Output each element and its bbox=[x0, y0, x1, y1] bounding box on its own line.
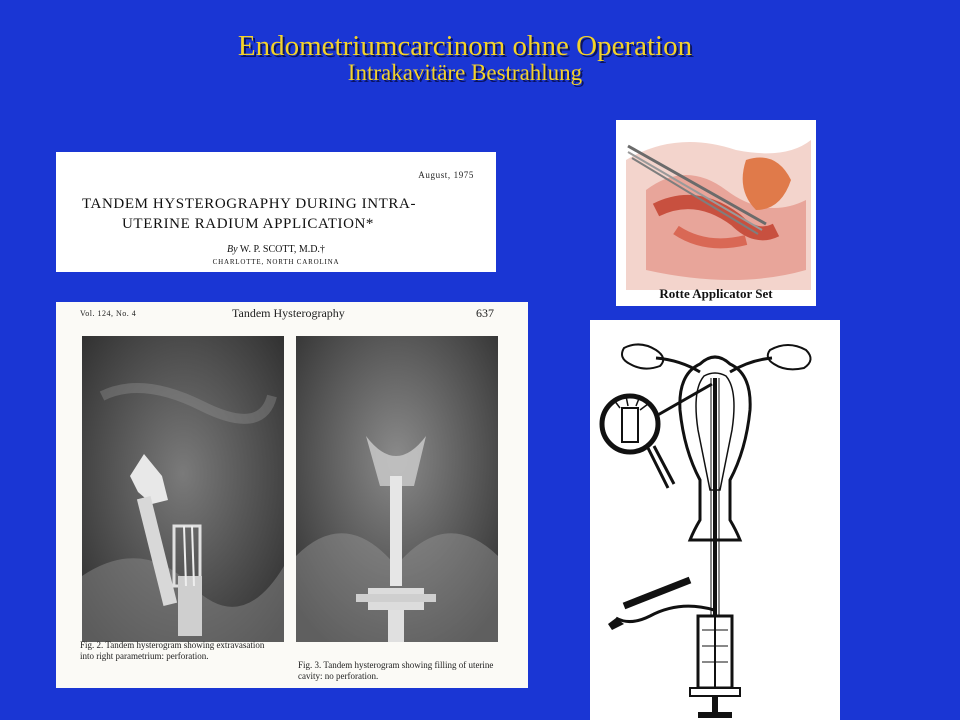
xray-figure-2 bbox=[82, 336, 284, 642]
article-date: August, 1975 bbox=[418, 170, 474, 180]
article-title-line2: UTERINE RADIUM APPLICATION* bbox=[122, 216, 375, 232]
journal-volume: Vol. 124, No. 4 bbox=[80, 309, 137, 318]
article-header-image bbox=[56, 152, 496, 272]
figure-3-caption: Fig. 3. Tandem hysterogram showing filling of uterine cavity: no perforation. bbox=[298, 660, 494, 681]
slide-subtitle: Intrakavitäre Bestrahlung bbox=[347, 60, 583, 85]
rotte-applicator-illustration bbox=[616, 120, 816, 306]
article-title-line1: TANDEM HYSTEROGRAPHY DURING INTRA- bbox=[82, 196, 417, 212]
journal-running-title: Tandem Hysterography bbox=[232, 306, 345, 320]
article-place: CHARLOTTE, NORTH CAROLINA bbox=[212, 258, 340, 266]
slide-title: Endometriumcarcinom ohne Operation bbox=[237, 30, 693, 62]
article-title bbox=[82, 194, 482, 234]
xray-figure-3 bbox=[296, 336, 498, 642]
article-author-name: W. P. SCOTT, M.D.† bbox=[239, 244, 325, 255]
slide-title-block bbox=[0, 30, 930, 86]
journal-page-image bbox=[56, 302, 528, 688]
figure-2-caption: Fig. 2. Tandem hysterogram showing extravasation into right parametrium: perforation. bbox=[80, 640, 265, 661]
journal-page-number: 637 bbox=[476, 306, 494, 320]
uterus-tandem-syringe-diagram bbox=[590, 320, 840, 720]
article-author bbox=[56, 244, 496, 255]
article-author-prefix: By bbox=[227, 244, 238, 255]
rotte-applicator-label: Rotte Applicator Set bbox=[659, 286, 773, 301]
pelvis-anatomy-drawing bbox=[616, 120, 816, 290]
